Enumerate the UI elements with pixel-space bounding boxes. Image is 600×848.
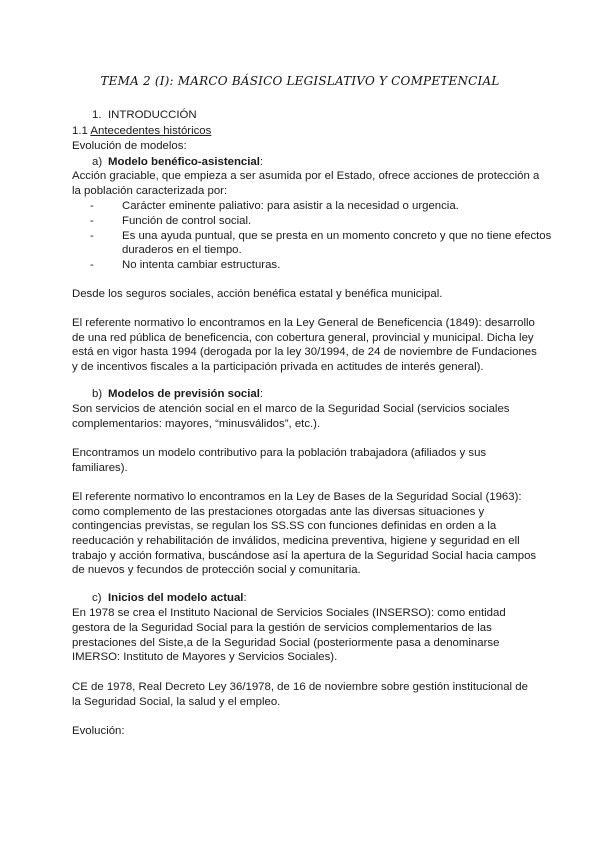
subsection-heading: [72, 124, 211, 138]
paragraph-line: Encontramos un modelo contributivo para la población trabajadora (afiliados y sus: [72, 447, 487, 459]
bullet-item-continuation: duraderos en el tiempo.: [122, 244, 242, 256]
bullet-item: Función de control social.: [122, 215, 252, 227]
paragraph-line: de una red pública de beneficencia, con cobertura general, provincial y municipal. Dicha ley: [72, 332, 534, 344]
paragraph-line: gestora de la Seguridad Social para la gestión de servicios complementarios de las: [72, 622, 492, 634]
paragraph-line: y de incentivos fiscales a la participación privada en actitudes de interés general).: [72, 361, 484, 373]
subsection-number: 1.1: [72, 125, 88, 137]
list-letter: a): [92, 156, 103, 168]
paragraph-line: la población caracterizada por:: [72, 185, 228, 197]
paragraph-line: prestaciones del Siste,a de la Seguridad Social (posteriormente pasa a denominarse: [72, 637, 500, 649]
bullet-item: Carácter eminente paliativo: para asistir a la necesidad o urgencia.: [122, 200, 459, 212]
model-heading-colon: :: [259, 388, 264, 400]
paragraph-line: reeducación y rehabilitación de inválidos, medicina preventiva, higiene y seguridad en ell: [72, 535, 520, 547]
paragraph-line: En 1978 se crea el Instituto Nacional de Servicios Sociales (INSERSO): como entidad: [72, 607, 506, 619]
paragraph-line: como complemento de las prestaciones otorgadas ante las diversas situaciones y: [72, 506, 485, 518]
model-heading-text: Modelo benéfico-asistencial: [108, 156, 260, 168]
paragraph-line: CE de 1978, Real Decreto Ley 36/1978, de 16 de noviembre sobre gestión institucional de: [72, 681, 528, 693]
bullet-item: Es una ayuda puntual, que se presta en un momento concreto y que no tiene efectos: [122, 230, 552, 242]
paragraph-line: la Seguridad Social, la salud y el empleo.: [72, 696, 281, 708]
paragraph-line: trabajo y acción formativa, buscándose así la apertura de la Seguridad Social hacia campos: [72, 550, 537, 562]
paragraph-line: El referente normativo lo encontramos en la Ley General de Beneficencia (1849): desarrollo: [72, 317, 535, 329]
paragraph-line: Acción graciable, que empieza a ser asumida por el Estado, ofrece acciones de protección a: [72, 170, 540, 182]
model-heading: [108, 591, 247, 605]
paragraph-line: El referente normativo lo encontramos en la Ley de Bases de la Seguridad Social (1963):: [72, 491, 522, 503]
model-heading-colon: :: [243, 592, 247, 604]
bullet-dash: -: [90, 230, 94, 242]
paragraph-line: Desde los seguros sociales, acción benéfica estatal y benéfica municipal.: [72, 288, 443, 300]
section-number: 1.: [92, 109, 102, 121]
paragraph-line: de nuevos y fecundos de protección social y comunitaria.: [72, 564, 361, 576]
bullet-dash: -: [90, 200, 94, 212]
paragraph-line: contingencias previstas, se regulan los SS.SS con funciones definidas en orden a la: [72, 520, 497, 532]
paragraph-line: Son servicios de atención social en el marco de la Seguridad Social (servicios sociales: [72, 403, 510, 415]
bullet-item: No intenta cambiar estructuras.: [122, 259, 281, 271]
model-heading: [108, 387, 263, 401]
model-heading: [108, 155, 263, 169]
subsection-title: Antecedentes históricos: [90, 125, 212, 137]
section-heading: INTRODUCCIÓN: [108, 109, 197, 121]
bullet-dash: -: [90, 215, 94, 227]
bullet-dash: -: [90, 259, 94, 271]
paragraph-line: está en vigor hasta 1994 (derogada por la ley 30/1994, de 24 de noviembre de Fundaciones: [72, 346, 537, 358]
model-heading-text: Inicios del modelo actual: [108, 592, 244, 604]
list-letter: b): [92, 388, 103, 400]
paragraph-line: Evolución:: [72, 725, 125, 737]
paragraph-line: complementarios: mayores, “minusválidos”, etc.).: [72, 418, 321, 430]
model-heading-colon: :: [259, 156, 264, 168]
paragraph-line: IMERSO: Instituto de Mayores y Servicios Sociales).: [72, 651, 338, 663]
list-letter: c): [92, 592, 102, 604]
model-heading-text: Modelos de previsión social: [108, 388, 260, 400]
document-title: TEMA 2 (I): MARCO BÁSICO LEGISLATIVO Y COMPETENCIAL: [100, 74, 500, 88]
paragraph-line: Evolución de modelos:: [72, 140, 187, 152]
paragraph-line: familiares).: [72, 462, 128, 474]
